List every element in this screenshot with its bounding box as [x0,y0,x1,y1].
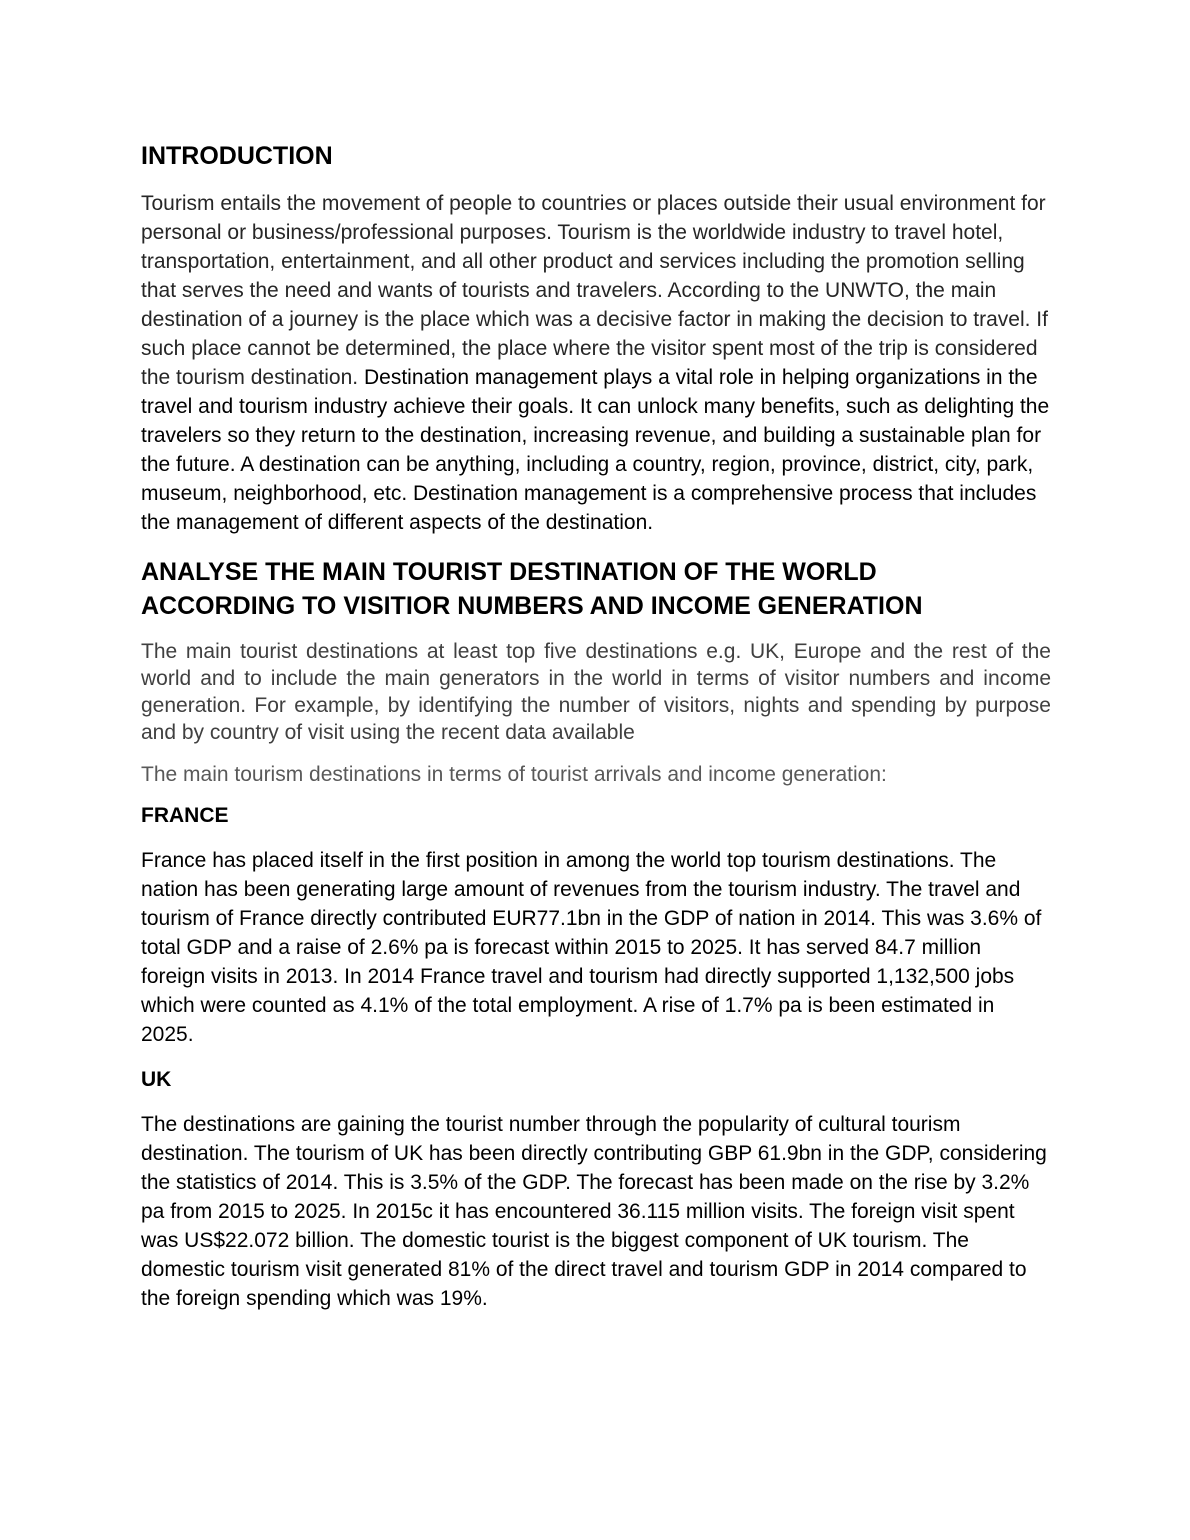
analyse-heading-line1: ANALYSE THE MAIN TOURIST DESTINATION OF THE WORLD [141,558,877,586]
analyse-heading-line2: ACCORDING TO VISITIOR NUMBERS AND INCOME GENERATION [141,592,923,620]
uk-heading: UK [141,1068,172,1091]
france-paragraph: France has placed itself in the first position in among the world top tourism destinations. The nation has been generating large amount of revenues from the tourism industry. The travel and tourism of France directly contributed EUR77.1bn in the GDP of nation in 2014. This was 3.6% of total GDP and a raise of 2.6% pa is forecast within 2015 to 2025. It has served 84.7 million foreign visits in 2013. In 2014 France travel and tourism had directly supported 1,132,500 jobs which were counted as 4.1% of the total employment. A rise of 1.7% pa is been estimated in 2025. [141,849,1042,1046]
analyse-heading [141,555,1051,623]
analyse-paragraph: The main tourist destinations at least top five destinations e.g. UK, Europe and the rest of the world and to include the main generators in the world in terms of visitor numbers and income generation. For example, by identifying the number of visitors, nights and spending by purpose and by country of visit using the recent data available [141,640,1051,744]
introduction-paragraph-part2: Destination management plays a vital role in helping organizations in the travel and tourism industry achieve their goals. It can unlock many benefits, such as delighting the travelers so they return to the destination, increasing revenue, and building a sustainable plan for the future. A destination can be anything, including a country, region, province, district, city, park, museum, neighborhood, etc. Destination management is a comprehensive process that includes the management of different aspects of the destination. [141,366,1050,534]
france-heading: FRANCE [141,804,229,827]
introduction-heading: INTRODUCTION [141,142,333,170]
uk-paragraph: The destinations are gaining the tourist number through the popularity of cultural tourism destination. The tourism of UK has been directly contributing GBP 61.9bn in the GDP, considering the statistics of 2014. This is 3.5% of the GDP. The forecast has been made on the rise by 3.2% pa from 2015 to 2025. In 2015c it has encountered 36.115 million visits. The foreign visit spent was US$22.072 billion. The domestic tourist is the biggest component of UK tourism. The domestic tourism visit generated 81% of the direct travel and tourism GDP in 2014 compared to the foreign spending which was 19%. [141,1113,1047,1310]
introduction-paragraph-part1: Tourism entails the movement of people to countries or places outside their usual environment for personal or business/professional purposes. Tourism is the worldwide industry to travel hotel, transportation, entertainment, and all other product and services including the promotion selling that serves the need and wants of tourists and travelers. According to the UNWTO, the main destination of a journey is the place which was a decisive factor in making the decision to travel. If such place cannot be determined, the place where the visitor spent most of the trip is considered the tourism destination. [141,192,1048,389]
document-page [141,138,1051,1313]
analyse-lead-text: The main tourism destinations in terms of tourist arrivals and income generation: [141,763,887,786]
introduction-paragraph [141,189,1051,537]
